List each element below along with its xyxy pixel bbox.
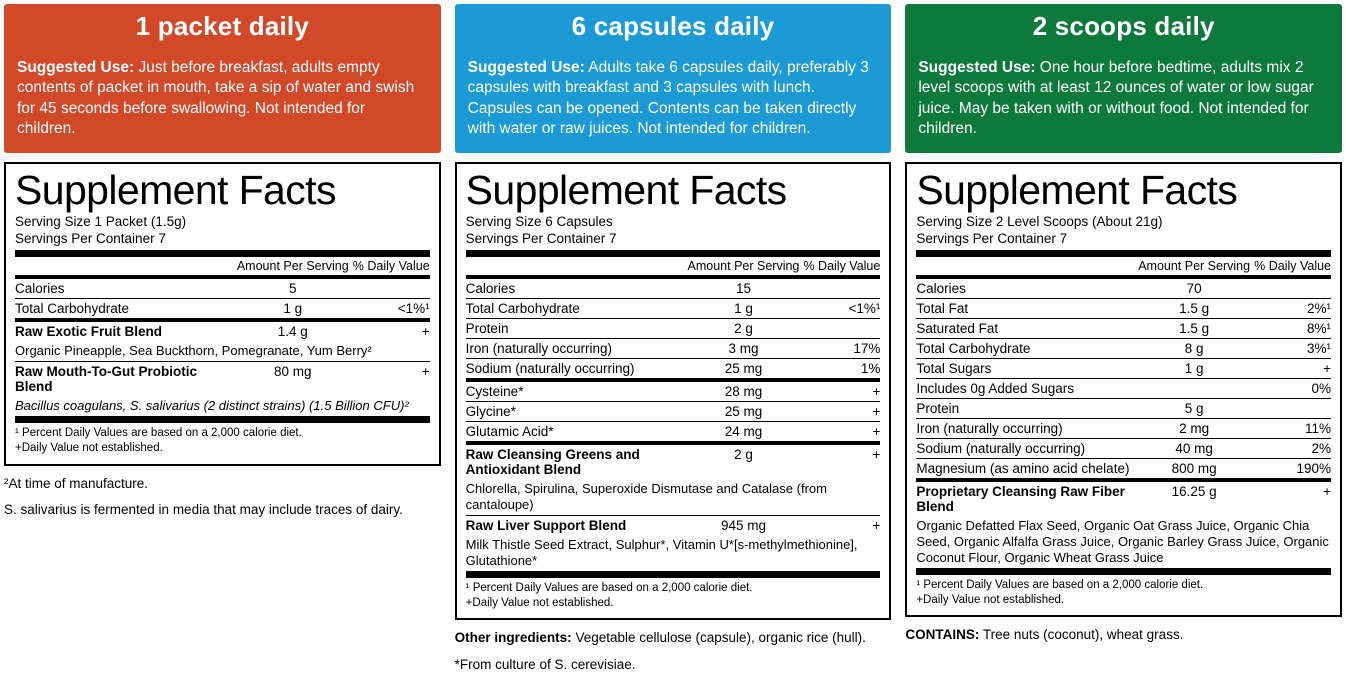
header-daily-value: % Daily Value: [1254, 259, 1332, 274]
facts-row: [916, 379, 1331, 399]
after-panel-label: CONTAINS:: [905, 627, 980, 643]
nutrient-amount: 1 g: [1134, 359, 1254, 379]
panel-rule-top: [15, 250, 430, 257]
nutrient-name: Protein: [466, 319, 684, 339]
after-panel-line: [455, 656, 892, 674]
facts-row: [466, 299, 881, 319]
nutrient-name: Milk Thistle Seed Extract, Sulphur*, Vitamin U*[s-methylmethionine], Glutathione*: [465, 537, 858, 568]
facts-table: [916, 257, 1331, 568]
directions-text: [907, 49, 1340, 151]
nutrient-daily-value: +: [803, 422, 880, 444]
panel-footnotes: [15, 423, 430, 455]
nutrient-daily-value: <1%¹: [353, 299, 430, 321]
nutrient-name: Calories: [465, 281, 516, 297]
nutrient-name: Chlorella, Spirulina, Superoxide Dismutase and Catalase (from cantaloupe): [465, 481, 827, 513]
nutrient-name: Proprietary Cleansing Raw Fiber Blend: [916, 480, 1134, 516]
after-panel-text: [455, 629, 892, 673]
nutrient-daily-value: [1254, 279, 1331, 299]
nutrient-daily-value: [353, 279, 430, 299]
nutrient-name: Iron (naturally occurring): [916, 419, 1134, 439]
after-panel-body: *From culture of S. cerevisiae.: [454, 656, 636, 672]
facts-row: [466, 279, 881, 299]
footnote-line: +Daily Value not established.: [916, 593, 1065, 606]
facts-column: [4, 4, 441, 682]
nutrient-amount: 5 g: [1134, 399, 1254, 419]
facts-row: [466, 479, 881, 515]
nutrient-daily-value: 3%¹: [1254, 339, 1331, 359]
nutrient-name: Cysteine*: [466, 380, 684, 402]
suggested-use-label: Suggested Use:: [17, 59, 135, 76]
table-header-row: [466, 257, 881, 277]
nutrient-name: Total Carbohydrate: [15, 299, 233, 321]
nutrient-name: Sodium (naturally occurring): [916, 439, 1134, 459]
nutrient-amount: 945 mg: [683, 516, 803, 536]
supplement-facts-panel: [455, 162, 892, 620]
panel-rule-top: [916, 250, 1331, 257]
nutrient-name: Raw Liver Support Blend: [466, 516, 684, 536]
nutrient-amount: 800 mg: [1134, 459, 1254, 481]
facts-table: [466, 257, 881, 570]
after-panel-line: ²At time of manufacture.: [4, 475, 149, 491]
facts-row: [916, 480, 1331, 516]
facts-row: [466, 380, 881, 402]
after-panel-body: Tree nuts (coconut), wheat grass.: [979, 627, 1184, 643]
serving-info: [916, 214, 1331, 248]
nutrient-name: Glycine*: [466, 402, 684, 422]
facts-column: [455, 4, 892, 682]
nutrient-amount: 1.5 g: [1134, 319, 1254, 339]
nutrient-name: Total Fat: [916, 299, 1134, 319]
nutrient-amount: 25 mg: [683, 359, 803, 381]
nutrient-name: Raw Exotic Fruit Blend: [15, 320, 233, 341]
nutrient-name: Organic Pineapple, Sea Buckthorn, Pomegranate, Yum Berry²: [15, 343, 372, 359]
facts-row: [916, 399, 1331, 419]
nutrient-daily-value: 2%: [1254, 439, 1331, 459]
facts-column: [905, 4, 1342, 682]
nutrient-name: Total Carbohydrate: [466, 299, 684, 319]
servings-per-container: Servings Per Container 7: [916, 230, 1068, 246]
nutrient-daily-value: +: [1254, 359, 1331, 379]
facts-row: [466, 443, 881, 479]
panel-footnotes: [466, 578, 881, 610]
nutrient-amount: 5: [289, 281, 297, 297]
nutrient-amount: 3 mg: [683, 339, 803, 359]
panel-rule-bottom: [15, 416, 430, 423]
nutrient-name: Calories: [15, 281, 65, 297]
nutrient-name: Includes 0g Added Sugars: [916, 379, 1134, 399]
nutrient-daily-value: +: [353, 320, 430, 341]
serving-size: Serving Size 1 Packet (1.5g): [15, 213, 187, 229]
directions-title: 6 capsules daily: [571, 11, 775, 41]
nutrient-amount: 1.4 g: [233, 320, 353, 341]
facts-row: [916, 339, 1331, 359]
nutrient-name: Bacillus coagulans, S. salivarius (2 distinct strains) (1.5 Billion CFU)²: [15, 398, 409, 414]
header-daily-value: % Daily Value: [352, 259, 430, 274]
facts-row: [466, 422, 881, 444]
facts-row: [916, 319, 1331, 339]
nutrient-daily-value: +: [803, 380, 880, 402]
facts-row: [15, 362, 430, 397]
facts-row: [15, 396, 430, 416]
facts-row: [15, 279, 430, 299]
nutrient-name: Glutamic Acid*: [466, 422, 684, 444]
suggested-use-body: Adults take 6 capsules daily, preferably 3 capsules with breakfast and 3 capsules with lunch. Capsules can be opened. Contents can be taken directly with water or raw juices. Not intended for children.: [467, 59, 869, 138]
nutrient-amount: 8 g: [1134, 339, 1254, 359]
header-daily-value: % Daily Value: [803, 259, 881, 274]
nutrient-daily-value: 2%¹: [1254, 299, 1331, 319]
panel-title: Supplement Facts: [465, 166, 787, 213]
panel-rule-top: [466, 250, 881, 257]
panel-rule-bottom: [916, 568, 1331, 575]
nutrient-amount: 1.5 g: [1134, 299, 1254, 319]
after-panel-line: [905, 626, 1342, 644]
nutrient-daily-value: 1%: [803, 359, 880, 381]
facts-row: [466, 319, 881, 339]
facts-row: [466, 535, 881, 571]
facts-row: [466, 359, 881, 381]
header-blank: [15, 257, 233, 277]
after-panel-text: [905, 626, 1342, 644]
nutrient-daily-value: [803, 319, 880, 339]
nutrient-daily-value: <1%¹: [803, 299, 880, 319]
panel-footnotes: [916, 575, 1331, 607]
facts-row: [15, 320, 430, 341]
nutrient-amount: 16.25 g: [1134, 480, 1254, 516]
suggested-use-body: Just before breakfast, adults empty contents of packet in mouth, take a sip of water and swish for 45 seconds before swallowing. Not intended for children.: [17, 59, 415, 138]
nutrient-amount: [1134, 379, 1254, 399]
servings-per-container: Servings Per Container 7: [465, 230, 617, 246]
nutrient-daily-value: 8%¹: [1254, 319, 1331, 339]
after-panel-body: Vegetable cellulose (capsule), organic rice (hull).: [571, 630, 866, 646]
facts-row: [916, 359, 1331, 379]
facts-row: [916, 279, 1331, 299]
supplement-facts-panel: [905, 162, 1342, 618]
facts-table: [15, 257, 430, 416]
nutrient-amount: 1 g: [233, 299, 353, 321]
table-header-row: [916, 257, 1331, 277]
suggested-use-body: One hour before bedtime, adults mix 2 level scoops with at least 12 ounces of water or low sugar juice. May be taken with or without food. Not intended for children.: [918, 59, 1314, 138]
after-panel-line: [455, 629, 892, 647]
nutrient-amount: 24 mg: [683, 422, 803, 444]
nutrient-name: Organic Defatted Flax Seed, Organic Oat Grass Juice, Organic Chia Seed, Organic Alfalfa Grass Juice, Organic Barley Grass Juice, Organic Coconut Flour, Organic Wheat Grass Juice: [916, 518, 1329, 566]
suggested-use-label: Suggested Use:: [467, 59, 585, 76]
nutrient-amount: 25 mg: [683, 402, 803, 422]
servings-per-container: Servings Per Container 7: [15, 230, 166, 246]
facts-row: [15, 299, 430, 321]
facts-row: [916, 459, 1331, 481]
nutrient-amount: 1 g: [683, 299, 803, 319]
directions-band: [905, 4, 1342, 153]
nutrient-name: Sodium (naturally occurring): [466, 359, 684, 381]
nutrient-name: Protein: [916, 399, 1134, 419]
nutrient-daily-value: [803, 279, 880, 299]
facts-row: [466, 339, 881, 359]
nutrient-amount: 40 mg: [1134, 439, 1254, 459]
nutrient-daily-value: [1254, 399, 1331, 419]
supplement-facts-panel: [4, 162, 441, 466]
serving-size: Serving Size 6 Capsules: [465, 213, 613, 229]
nutrient-amount: 2 g: [683, 443, 803, 479]
nutrient-daily-value: 17%: [803, 339, 880, 359]
header-amount-per-serving: Amount Per Serving: [236, 259, 349, 274]
nutrient-name: Magnesium (as amino acid chelate): [916, 459, 1134, 481]
header-blank: [916, 257, 1134, 277]
header-blank: [466, 257, 684, 277]
nutrient-daily-value: +: [803, 402, 880, 422]
nutrient-daily-value: 0%: [1254, 379, 1331, 399]
facts-row: [466, 402, 881, 422]
serving-info: [466, 214, 881, 248]
facts-row: [916, 299, 1331, 319]
panel-title: Supplement Facts: [15, 166, 336, 213]
suggested-use-label: Suggested Use:: [918, 59, 1036, 76]
nutrient-amount: 28 mg: [683, 380, 803, 402]
panel-rule-bottom: [466, 571, 881, 578]
nutrient-daily-value: 190%: [1254, 459, 1331, 481]
nutrient-amount: 70: [1186, 281, 1202, 297]
facts-row: [466, 516, 881, 536]
facts-row: [916, 419, 1331, 439]
directions-band: [455, 4, 892, 153]
footnote-line: ¹ Percent Daily Values are based on a 2,000 calorie diet.: [15, 427, 302, 440]
directions-title: 1 packet daily: [135, 11, 309, 41]
directions-text: [457, 49, 890, 151]
nutrient-name: Iron (naturally occurring): [466, 339, 684, 359]
header-amount-per-serving: Amount Per Serving: [687, 259, 800, 274]
panel-title: Supplement Facts: [916, 166, 1238, 213]
footnote-line: +Daily Value not established.: [15, 441, 163, 454]
nutrient-amount: 80 mg: [233, 362, 353, 397]
nutrient-amount: 2 mg: [1134, 419, 1254, 439]
facts-row: [15, 341, 430, 361]
nutrient-amount: 2 g: [683, 319, 803, 339]
footnote-line: +Daily Value not established.: [465, 596, 614, 609]
directions-title: 2 scoops daily: [1032, 11, 1215, 41]
nutrient-name: Saturated Fat: [916, 319, 1134, 339]
serving-size: Serving Size 2 Level Scoops (About 21g): [916, 213, 1163, 229]
facts-row: [916, 516, 1331, 568]
serving-info: [15, 214, 430, 248]
table-header-row: [15, 257, 430, 277]
nutrient-daily-value: +: [1254, 480, 1331, 516]
directions-text: [6, 49, 439, 151]
footnote-line: ¹ Percent Daily Values are based on a 2,000 calorie diet.: [916, 578, 1204, 591]
nutrient-name: Total Carbohydrate: [916, 339, 1134, 359]
facts-row: [916, 439, 1331, 459]
nutrient-daily-value: 11%: [1254, 419, 1331, 439]
directions-band: [4, 4, 441, 153]
nutrient-name: Total Sugars: [916, 359, 1134, 379]
nutrient-daily-value: +: [803, 516, 880, 536]
nutrient-amount: 15: [735, 281, 751, 297]
after-panel-text: [4, 475, 441, 519]
nutrient-name: Raw Mouth-To-Gut Probiotic Blend: [15, 362, 233, 397]
nutrient-name: Raw Cleansing Greens and Antioxidant Blend: [466, 443, 684, 479]
after-panel-label: Other ingredients:: [454, 630, 572, 646]
nutrient-daily-value: +: [353, 362, 430, 397]
nutrient-daily-value: +: [803, 443, 880, 479]
nutrient-name: Calories: [916, 281, 966, 297]
header-amount-per-serving: Amount Per Serving: [1138, 259, 1251, 274]
footnote-line: ¹ Percent Daily Values are based on a 2,000 calorie diet.: [465, 581, 753, 594]
after-panel-line: S. salivarius is fermented in media that may include traces of dairy.: [4, 502, 403, 518]
